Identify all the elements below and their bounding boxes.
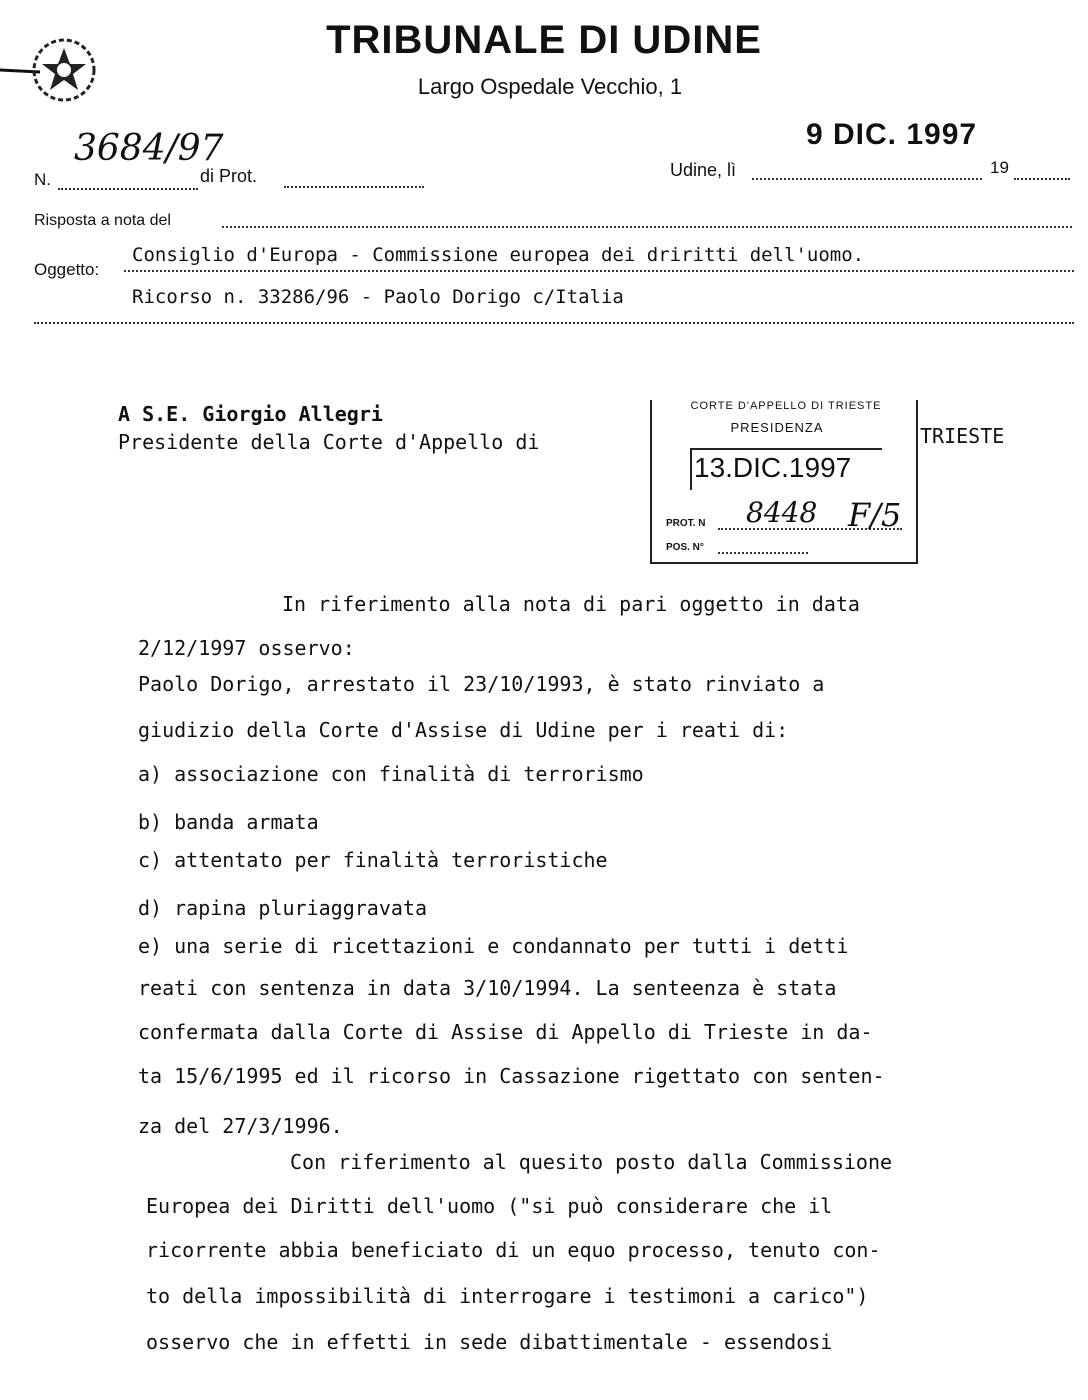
stamp-pos-value: F/5: [848, 496, 902, 534]
reply-label: Risposta a nota del: [34, 212, 171, 229]
subject-line-1: Consiglio d'Europa - Commissione europea dei driritti dell'uomo.: [132, 244, 865, 266]
protocol-n-label: N.: [34, 170, 51, 189]
year-line: [1014, 164, 1070, 180]
stamp-dept: PRESIDENZA: [730, 420, 824, 435]
body-line: confermata dalla Corte di Assise di Appello di Trieste in da-: [138, 1020, 873, 1044]
protocol-number-handwritten: 3684/97: [74, 128, 224, 169]
received-stamp: [650, 400, 918, 564]
body-line: 2/12/1997 osservo:: [138, 636, 355, 660]
stamp-office: CORTE D'APPELLO DI TRIESTE: [690, 400, 882, 412]
stamp-date: 13.DIC.1997: [694, 452, 852, 483]
body-line: e) una serie di ricettazioni e condannato per tutti i detti: [138, 934, 849, 958]
subject-label: Oggetto:: [34, 260, 100, 279]
protocol-prot-label: di Prot.: [200, 166, 258, 186]
body-line: Con riferimento al quesito posto dalla Commissione: [290, 1150, 893, 1174]
recipient-name: A S.E. Giorgio Allegri: [118, 402, 383, 426]
body-line: In riferimento alla nota di pari oggetto in data: [282, 592, 860, 616]
date-stamp: 9 DIC. 1997: [806, 118, 978, 151]
body-line: a) associazione con finalità di terrorismo: [138, 762, 644, 786]
recipient-city: TRIESTE: [920, 424, 1005, 448]
body-line: Paolo Dorigo, arrestato il 23/10/1993, è stato rinviato a: [138, 672, 825, 696]
protocol-prot-line: [284, 170, 424, 188]
body-line: giudizio della Corte d'Assise di Udine per i reati di:: [138, 718, 789, 742]
body-line: d) rapina pluriaggravata: [138, 896, 427, 920]
recipient-title: Presidente della Corte d'Appello di: [118, 430, 540, 454]
body-line: reati con sentenza in data 3/10/1994. La senteenza è stata: [138, 976, 837, 1000]
stamp-pos-line: [718, 548, 808, 554]
body-line: c) attentato per finalità terroristiche: [138, 848, 608, 872]
subject-underline-1: [124, 260, 1074, 272]
year-prefix: 19: [990, 158, 1009, 177]
stamp-pos-label: POS. N°: [666, 542, 704, 553]
body-line: b) banda armata: [138, 810, 319, 834]
body-line: to della impossibilità di interrogare i testimoni a carico"): [146, 1284, 869, 1308]
body-line: Europea dei Diritti dell'uomo ("si può considerare che il: [146, 1194, 833, 1218]
place-label: Udine, lì: [670, 160, 737, 180]
date-line: [752, 164, 982, 180]
body-line: za del 27/3/1996.: [138, 1114, 343, 1138]
court-name: TRIBUNALE DI UDINE: [326, 18, 762, 62]
body-line: ta 15/6/1995 ed il ricorso in Cassazione rigettato con senten-: [138, 1064, 885, 1088]
protocol-number-line: [58, 170, 198, 190]
court-address: Largo Ospedale Vecchio, 1: [417, 74, 683, 99]
stamp-prot-value: 8448: [746, 496, 818, 529]
subject-line-2: Ricorso n. 33286/96 - Paolo Dorigo c/Italia: [132, 286, 624, 308]
reply-line: [222, 214, 1072, 228]
subject-underline-2: [34, 312, 1074, 324]
body-line: ricorrente abbia beneficiato di un equo processo, tenuto con-: [146, 1238, 881, 1262]
body-line: osservo che in effetti in sede dibattimentale - essendosi: [146, 1330, 833, 1354]
stamp-prot-label: PROT. N: [666, 518, 706, 529]
